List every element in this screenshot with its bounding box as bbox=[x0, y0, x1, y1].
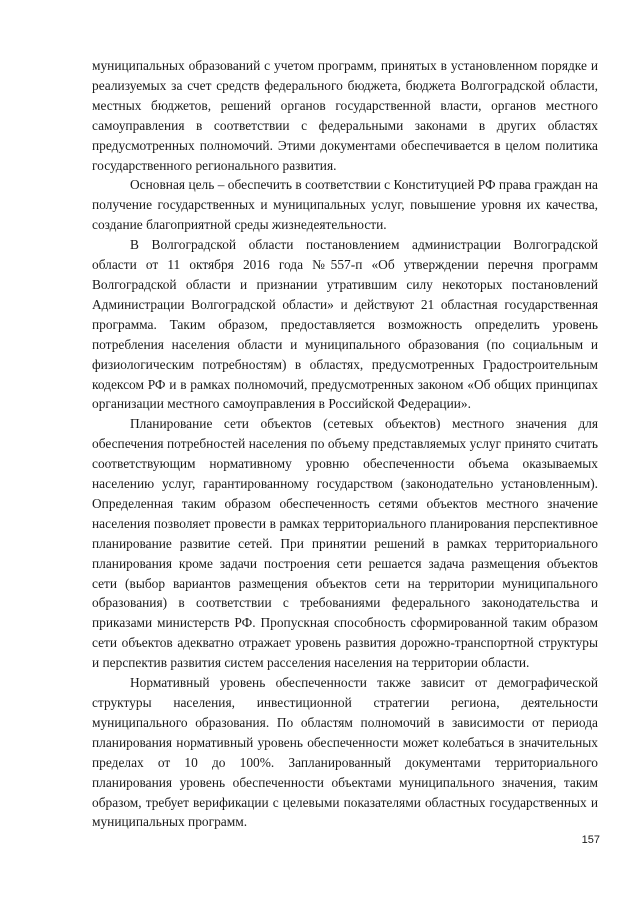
body-text bbox=[92, 56, 598, 832]
page-number: 157 bbox=[581, 834, 600, 846]
paragraph: Планирование сети объектов (сетевых объектов) местного значения для обеспечения потребностей населения по объему представляемых услуг принято считать соответствующим нормативному уровню обеспеченности объема оказываемых населению услуг, гарантированному государством (законодательно установленным). Определенная таким образом обеспеченность сетями объектов местного значение населения позволяет провести в рамках территориального планирования перспективное планирование развитие сетей. При принятии решений в рамках территориального планирования кроме задачи построения сети решается задача размещения объектов сети (выбор вариантов размещения объектов сети на территории муниципального образования) в соответствии с требованиями федерального законодательства и приказами министерств РФ. Пропускная способность сформированной таким образом сети объектов адекватно отражает уровень развития дорожно-транспортной структуры и перспектив развития систем расселения населения на территории области. bbox=[92, 416, 598, 671]
paragraph: Нормативный уровень обеспеченности также зависит от демографической структуры населения, инвестиционной стратегии региона, деятельности муниципального образования. По областям полномочий в зависимости от периода планирования нормативный уровень обеспеченности может колебаться в значительных пределах от 10 до 100%. Запланированный документами территориального планирования уровень обеспеченности объектами муниципального значения, таким образом, требует верификации с целевыми показателями областных государственных и муниципальных программ. bbox=[92, 675, 598, 830]
paragraph: В Волгоградской области постановлением администрации Волгоградской области от 11 октября 2016 года №557-п «Об утверждении перечня программ Волгоградской области и признании утратившим силу некоторых постановлений Администрации Волгоградской области» и действуют 21 областная государственная программа. Таким образом, предоставляется возможность определить уровень потребления населения области и муниципального образования (по социальным и физиологическим потребностям) в областях, предусмотренных Градостроительным кодексом РФ и в рамках полномочий, предусмотренных законом «Об общих принципах организации местного самоуправления в Российской Федерации». bbox=[92, 237, 598, 412]
paragraph: муниципальных образований с учетом программ, принятых в установленном порядке и реализуемых за счет средств федерального бюджета, бюджета Волгоградской области, местных бюджетов, решений органов государственной власти, органов местного самоуправления в соответствии с федеральными законами в других областях предусмотренных полномочий. Этими документами обеспечивается в целом политика государственного регионального развития. bbox=[92, 58, 598, 173]
paragraph: Основная цель – обеспечить в соответствии с Конституцией РФ права граждан на получение государственных и муниципальных услуг, повышение уровня их качества, создание благоприятной среды жизнедеятельности. bbox=[92, 177, 598, 233]
